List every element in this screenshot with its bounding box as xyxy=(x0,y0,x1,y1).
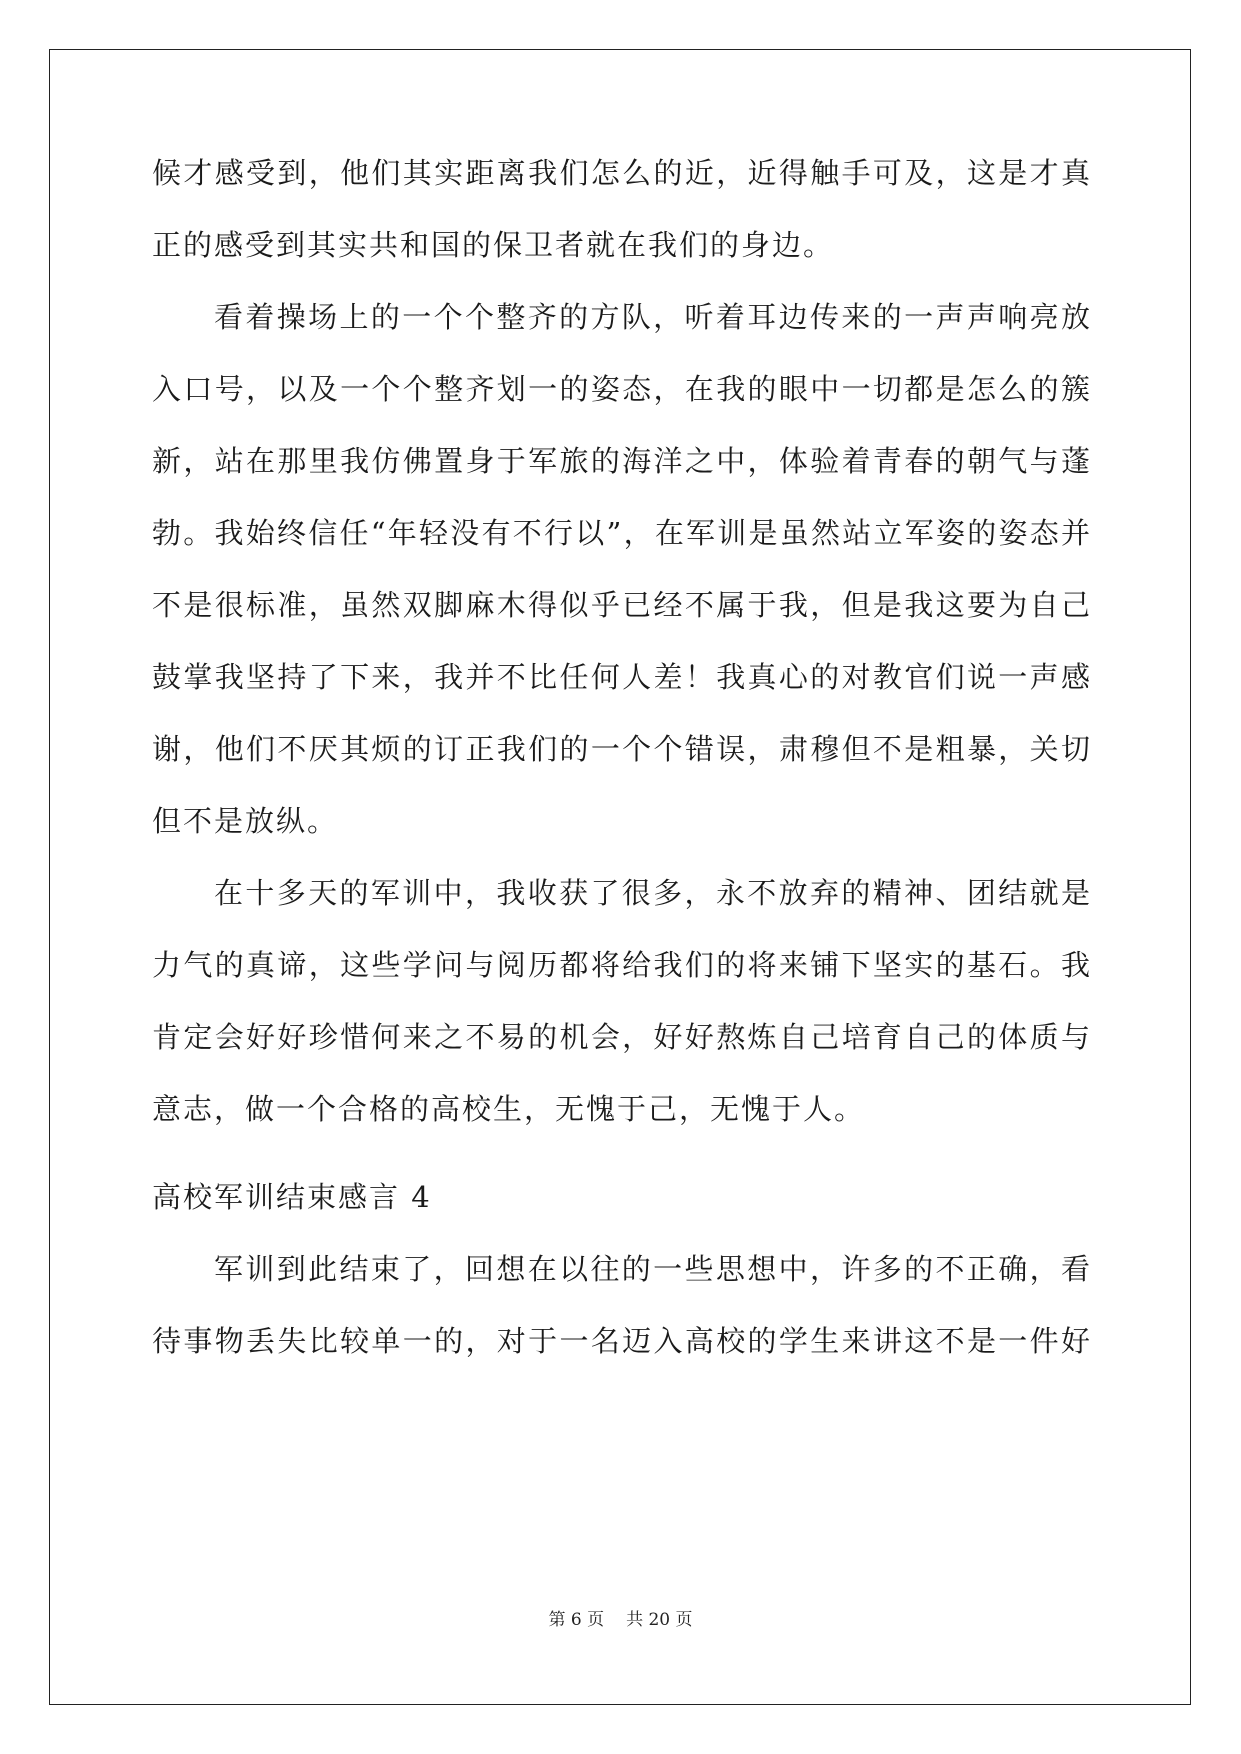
text-line: 候才感受到，他们其实距离我们怎么的近，近得触手可及，这是才真 xyxy=(152,156,1092,190)
text-line: 待事物丢失比较单一的，对于一名迈入高校的学生来讲这不是一件好 xyxy=(152,1324,1092,1358)
text-line: 新，站在那里我仿佛置身于军旅的海洋之中，体验着青春的朝气与蓬 xyxy=(152,444,1092,478)
text-line: 看着操场上的一个个整齐的方队，听着耳边传来的一声声响亮放 xyxy=(214,300,1092,334)
text-line: 力气的真谛，这些学问与阅历都将给我们的将来铺下坚实的基石。我 xyxy=(152,948,1092,982)
section-heading: 高校军训结束感言 4 xyxy=(152,1180,432,1214)
page-number: 第 6 页 xyxy=(548,1610,605,1630)
text-line: 勃。我始终信任“年轻没有不行以”，在军训是虽然站立军姿的姿态并 xyxy=(152,516,1092,550)
text-line: 肯定会好好珍惜何来之不易的机会，好好熬炼自己培育自己的体质与 xyxy=(152,1020,1092,1054)
text-line: 不是很标准，虽然双脚麻木得似乎已经不属于我，但是我这要为自己 xyxy=(152,588,1092,622)
text-line: 在十多天的军训中，我收获了很多，永不放弃的精神、团结就是 xyxy=(214,876,1092,910)
text-line: 军训到此结束了，回想在以往的一些思想中，许多的不正确，看 xyxy=(214,1252,1092,1286)
text-line: 谢，他们不厌其烦的订正我们的一个个错误，肃穆但不是粗暴，关切 xyxy=(152,732,1092,766)
text-line: 鼓掌我坚持了下来，我并不比任何人差！我真心的对教官们说一声感 xyxy=(152,660,1092,694)
text-line: 意志，做一个合格的高校生，无愧于己，无愧于人。 xyxy=(152,1092,866,1126)
text-line: 正的感受到其实共和国的保卫者就在我们的身边。 xyxy=(152,228,835,262)
text-line: 入口号，以及一个个整齐划一的姿态，在我的眼中一切都是怎么的簇 xyxy=(152,372,1092,406)
text-line: 但不是放纵。 xyxy=(152,804,339,838)
page-footer xyxy=(0,1608,1241,1632)
page-total: 共 20 页 xyxy=(626,1610,693,1630)
